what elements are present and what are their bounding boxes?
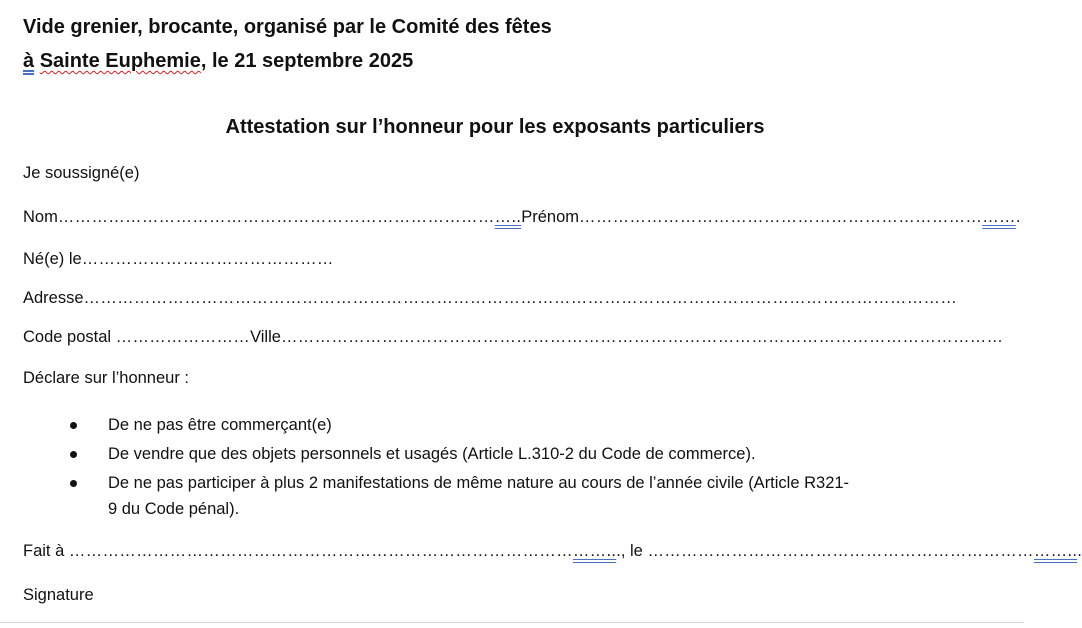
list-item (60, 412, 980, 438)
cp-label: Code postal (23, 328, 112, 346)
ville-label: Ville (250, 328, 281, 346)
place-name: Sainte Euphemie (39, 50, 201, 72)
list-item (60, 470, 980, 522)
fait-end: . (1077, 542, 1082, 560)
bullet-icon (70, 422, 77, 429)
header-line-2-suffix: , le 21 septembre 2025 (200, 50, 414, 72)
ne-label: Né(e) le (23, 250, 82, 268)
cp-dots: …………………… (115, 328, 251, 346)
nom-dots-end: ….. (494, 208, 522, 226)
list-item-text: De ne pas participer à plus 2 manifestations de même nature au cours de l’année civile (Article R321- (108, 474, 850, 492)
le-label: ., le (616, 542, 643, 560)
list-item (60, 441, 980, 467)
fait-dots-end: …….. (572, 542, 617, 560)
bullet-icon (70, 480, 77, 487)
intro-text: Je soussigné(e) (23, 164, 140, 182)
declare-text: Déclare sur l’honneur : (23, 369, 189, 387)
header-line-1: Vide grenier, brocante, organisé par le Comité des fêtes (23, 16, 552, 38)
list-item-text: De vendre que des objets personnels et usagés (Article L.310-2 du Code de commerce). (108, 445, 756, 463)
ne-dots: ……………………………………… (81, 250, 334, 268)
document-title: Attestation sur l’honneur pour les exposants particuliers (225, 116, 765, 138)
bullet-icon (70, 451, 77, 458)
fait-label: Fait à (23, 542, 65, 560)
prenom-end: . (1015, 208, 1021, 226)
fait-line (23, 542, 1082, 561)
signature-label: Signature (23, 586, 94, 604)
prenom-dots-end: …… (982, 208, 1016, 226)
page-divider (0, 622, 1024, 623)
name-line (23, 208, 1020, 227)
prenom-label: Prénom (521, 208, 580, 226)
address-line (23, 289, 957, 308)
adresse-label: Adresse (23, 289, 84, 307)
adresse-dots: ………………………………………………………………………………………………………………………………………… (83, 289, 958, 307)
declaration-list (60, 412, 980, 522)
prenom-dots: ……………………………………………………………… (579, 208, 983, 226)
birth-line (23, 250, 334, 269)
header-line-2 (23, 50, 413, 73)
nom-dots: …………………………………………………………………… (57, 208, 495, 226)
list-item-text-continued: 9 du Code pénal). (108, 500, 240, 518)
list-item-text: De ne pas être commerçant(e) (108, 416, 332, 434)
postal-line (23, 328, 1003, 347)
header-line-2-prefix: à (23, 50, 35, 72)
fait-dots: ……………………………………………………………………………… (68, 542, 573, 560)
le-dots-end: …….. (1033, 542, 1078, 560)
ville-dots: ………………………………………………………………………………………………………………… (280, 328, 1004, 346)
le-dots: …………………………………………………………… (647, 542, 1034, 560)
nom-label: Nom (23, 208, 58, 226)
